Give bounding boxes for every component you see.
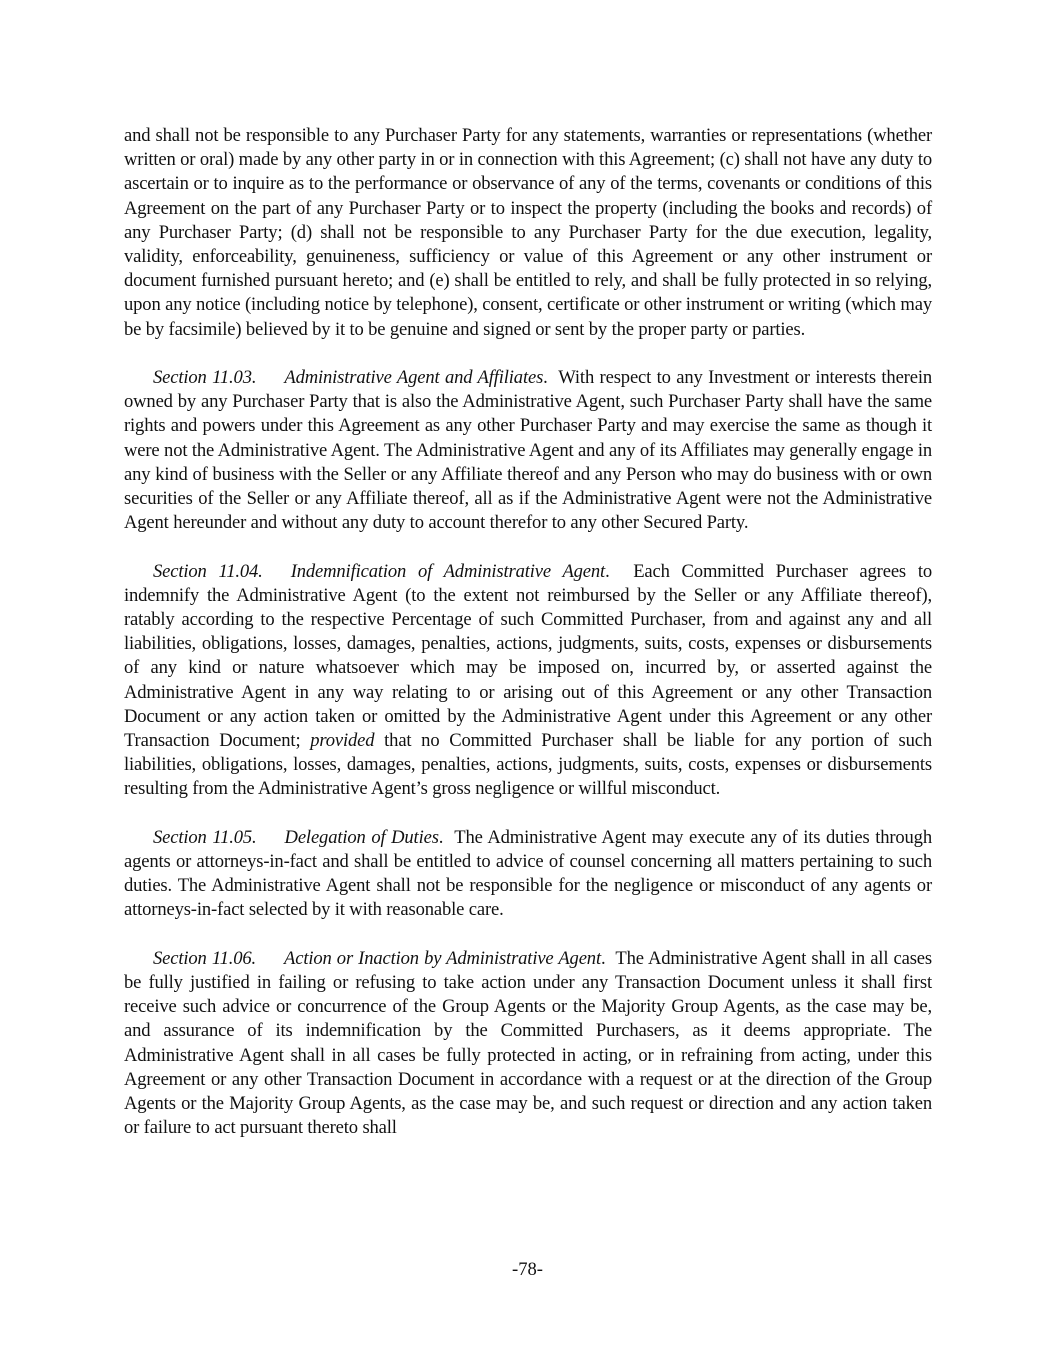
section-body-continued: that no Committed Purchaser shall be liable for any portion of such liabilities, obligations, losses, damages, penalties, actions, judgments, suits, costs, expenses or disbursements resulting from the Administrative Agent’s gross negligence or willful misconduct. (124, 730, 933, 800)
section-number: Section 11.04. (153, 560, 263, 582)
section-body: Each Committed Purchaser agrees to indemnify the Administrative Agent (to the extent not reimbursed by the Seller or any Affiliate thereof), ratably according to the respective Percentage of such Committed Purchaser, from and against any and all liabilities, obligations, losses, damages, penalties, actions, judgments, suits, costs, expenses or disbursements of any kind or nature whatsoever which may be imposed on, incurred by, or asserted against the Administrative Agent in any way relating to or arising out of this Agreement or any other Transaction Document or any action taken or omitted by the Administrative Agent under this Agreement or any other Transaction Document; (124, 560, 932, 752)
section-number: Section 11.03. (153, 367, 257, 389)
section-11-06: Section 11.06. Action or Inaction by Administrative Agent. The Administrative Agent shall in all cases be fully justified in failing or refusing to take action under any Transaction Document unless it shall first receive such advice or concurrence of the Group Agents or the Majority Group Agents, as the case may be, and assurance of its indemnification by the Committed Purchasers, as it deems appropriate. The Administrative Agent shall in all cases be fully protected in acting, or in refraining from acting, under this Agreement or any other Transaction Document in accordance with a request or at the direction of the Group Agents or the Majority Group Agents, as the case may be, and such request or direction and any action taken or failure to act pursuant thereto shall (124, 947, 932, 1139)
section-title: Administrative Agent and Affiliates (284, 367, 544, 389)
section-number: Section 11.05. (153, 826, 257, 848)
section-body: The Administrative Agent shall in all cases be fully justified in failing or refusing to take action under any Transaction Document unless it shall first receive such advice or concurrence of the Group Agents or the Majority Group Agents, as the case may be, and assurance of its indemnification by the Committed Purchasers, as it deems appropriate. The Administrative Agent shall in all cases be fully protected in acting, or in refraining from acting, under this Agreement or any other Transaction Document in accordance with a request or at the direction of the Group Agents or the Majority Group Agents, as the case may be, and such request or direction and any action taken or failure to act pursuant thereto shall (124, 947, 932, 1139)
section-title: Delegation of Duties (284, 826, 439, 848)
document-page (124, 124, 932, 1165)
section-title: Action or Inaction by Administrative Agent (284, 947, 601, 969)
section-title: Indemnification of Administrative Agent (290, 560, 606, 582)
section-number: Section 11.06. (153, 947, 257, 969)
section-body: The Administrative Agent may execute any of its duties through agents or attorneys-in-fact and shall be entitled to advice of counsel concerning all matters pertaining to such duties. The Administrative Agent shall not be responsible for the negligence or misconduct of any agents or attorneys-in-fact selected by it with reasonable care. (124, 826, 932, 921)
continuation-paragraph: and shall not be responsible to any Purchaser Party for any statements, warranties or representations (whether written or oral) made by any other party in or in connection with this Agreement; (c) shall not have any duty to ascertain or to inquire as to the performance or observance of any of the terms, covenants or conditions of this Agreement on the part of any Purchaser Party or to inspect the property (including the books and records) of any Purchaser Party; (d) shall not be responsible to any Purchaser Party for the due execution, legality, validity, enforceability, genuineness, sufficiency or value of this Agreement or any other instrument or document furnished pursuant hereto; and (e) shall be entitled to rely, and shall be fully protected in so relying, upon any notice (including notice by telephone), consent, certificate or other instrument or writing (which may be by facsimile) believed by it to be genuine and signed or sent by the proper party or parties. (124, 125, 932, 340)
section-body: With respect to any Investment or interests therein owned by any Purchaser Party that is also the Administrative Agent, such Purchaser Party shall have the same rights and powers under this Agreement as any other Purchaser Party and may exercise the same as though it were not the Administrative Agent. The Administrative Agent and any of its Affiliates may generally engage in any kind of business with the Seller or any Affiliate thereof and any Person who may do business with or own securities of the Seller or any Affiliate thereof, all as if the Administrative Agent were not the Administrative Agent hereunder and without any duty to account therefor to any other Secured Party. (124, 367, 932, 534)
section-11-04: Section 11.04. Indemnification of Administrative Agent. Each Committed Purchaser agrees to indemnify the Administrative Agent (to the extent not reimbursed by the Seller or any Affiliate thereof), ratably according to the respective Percentage of such Committed Purchaser, from and against any and all liabilities, obligations, losses, damages, penalties, actions, judgments, suits, costs, expenses or disbursements of any kind or nature whatsoever which may be imposed on, incurred by, or asserted against the Administrative Agent in any way relating to or arising out of this Agreement or any other Transaction Document or any action taken or omitted by the Administrative Agent under this Agreement or any other Transaction Document; provided that no Committed Purchaser shall be liable for any portion of such liabilities, obligations, losses, damages, penalties, actions, judgments, suits, costs, expenses or disbursements resulting from the Administrative Agent’s gross negligence or willful misconduct. (124, 560, 933, 800)
page-number: -78- (512, 1259, 543, 1280)
emphasis-provided: provided (310, 730, 375, 752)
section-11-05: Section 11.05. Delegation of Duties. The Administrative Agent may execute any of its duties through agents or attorneys-in-fact and shall be entitled to advice of counsel concerning all matters pertaining to such duties. The Administrative Agent shall not be responsible for the negligence or misconduct of any agents or attorneys-in-fact selected by it with reasonable care. (124, 826, 932, 921)
section-11-03: Section 11.03. Administrative Agent and Affiliates. With respect to any Investment or interests therein owned by any Purchaser Party that is also the Administrative Agent, such Purchaser Party shall have the same rights and powers under this Agreement as any other Purchaser Party and may exercise the same as though it were not the Administrative Agent. The Administrative Agent and any of its Affiliates may generally engage in any kind of business with the Seller or any Affiliate thereof and any Person who may do business with or own securities of the Seller or any Affiliate thereof, all as if the Administrative Agent were not the Administrative Agent hereunder and without any duty to account therefor to any other Secured Party. (124, 367, 932, 534)
